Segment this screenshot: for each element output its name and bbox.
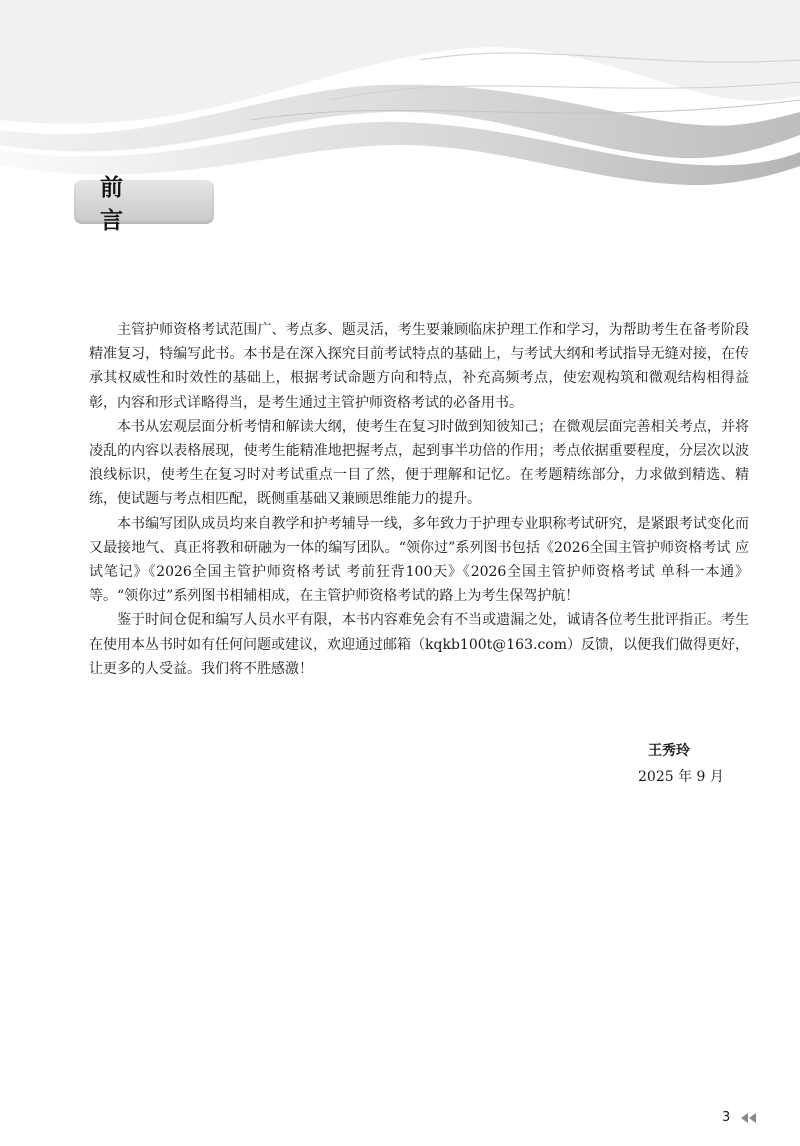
signature-name: 王秀玲: [648, 743, 690, 759]
paragraph: 本书编写团队成员均来自教学和护考辅导一线，多年致力于护理专业职称考试研究，是紧跟考试变化而又最接地气、真正将教和研融为一体的编写团队。“领你过”系列图书包括《2026全国主管护师资格考试 应试笔记》《2026全国主管护师资格考试 考前狂背100天》《2026全国主管护师资格考试 单科一本通》等。“领你过”系列图书相辅相成，在主管护师资格考试的路上为考生保驾护航！: [89, 515, 749, 605]
signature-date: 2025 年 9 月: [638, 769, 724, 785]
page-number: 3: [722, 1110, 731, 1125]
preface-body: [89, 318, 749, 681]
paragraph: 鉴于时间仓促和编写人员水平有限，本书内容难免会有不当或遗漏之处，诚请各位考生批评指正。考生在使用本丛书时如有任何问题或建议，欢迎通过邮箱（kqkb100t@163.com）反馈，以便我们做得更好，让更多的人受益。我们将不胜感激！: [89, 612, 749, 677]
page-title: 前 言: [100, 175, 198, 234]
paragraph: 主管护师资格考试范围广、考点多、题灵活，考生要兼顾临床护理工作和学习，为帮助考生在备考阶段精准复习，特编写此书。本书是在深入探究目前考试特点的基础上，与考试大纲和考试指导无缝对接，在传承其权威性和时效性的基础上，根据考试命题方向和特点，补充高频考点，使宏观构筑和微观结构相得益彰，内容和形式详略得当，是考生通过主管护师资格考试的必备用书。: [89, 322, 749, 411]
double-arrow-left-icon: [740, 1112, 758, 1124]
paragraph: 本书从宏观层面分析考情和解读大纲，使考生在复习时做到知彼知己；在微观层面完善相关考点，并将凌乱的内容以表格展现，使考生能精准地把握考点，起到事半功倍的作用；考点依据重要程度，分层次以波浪线标识，使考生在复习时对考试重点一目了然，便于理解和记忆。在考题精练部分，力求做到精选、精练，使试题与考点相匹配，既侧重基础又兼顾思维能力的提升。: [89, 418, 749, 508]
title-badge: [74, 175, 214, 234]
header-wave-decoration: [0, 0, 800, 190]
